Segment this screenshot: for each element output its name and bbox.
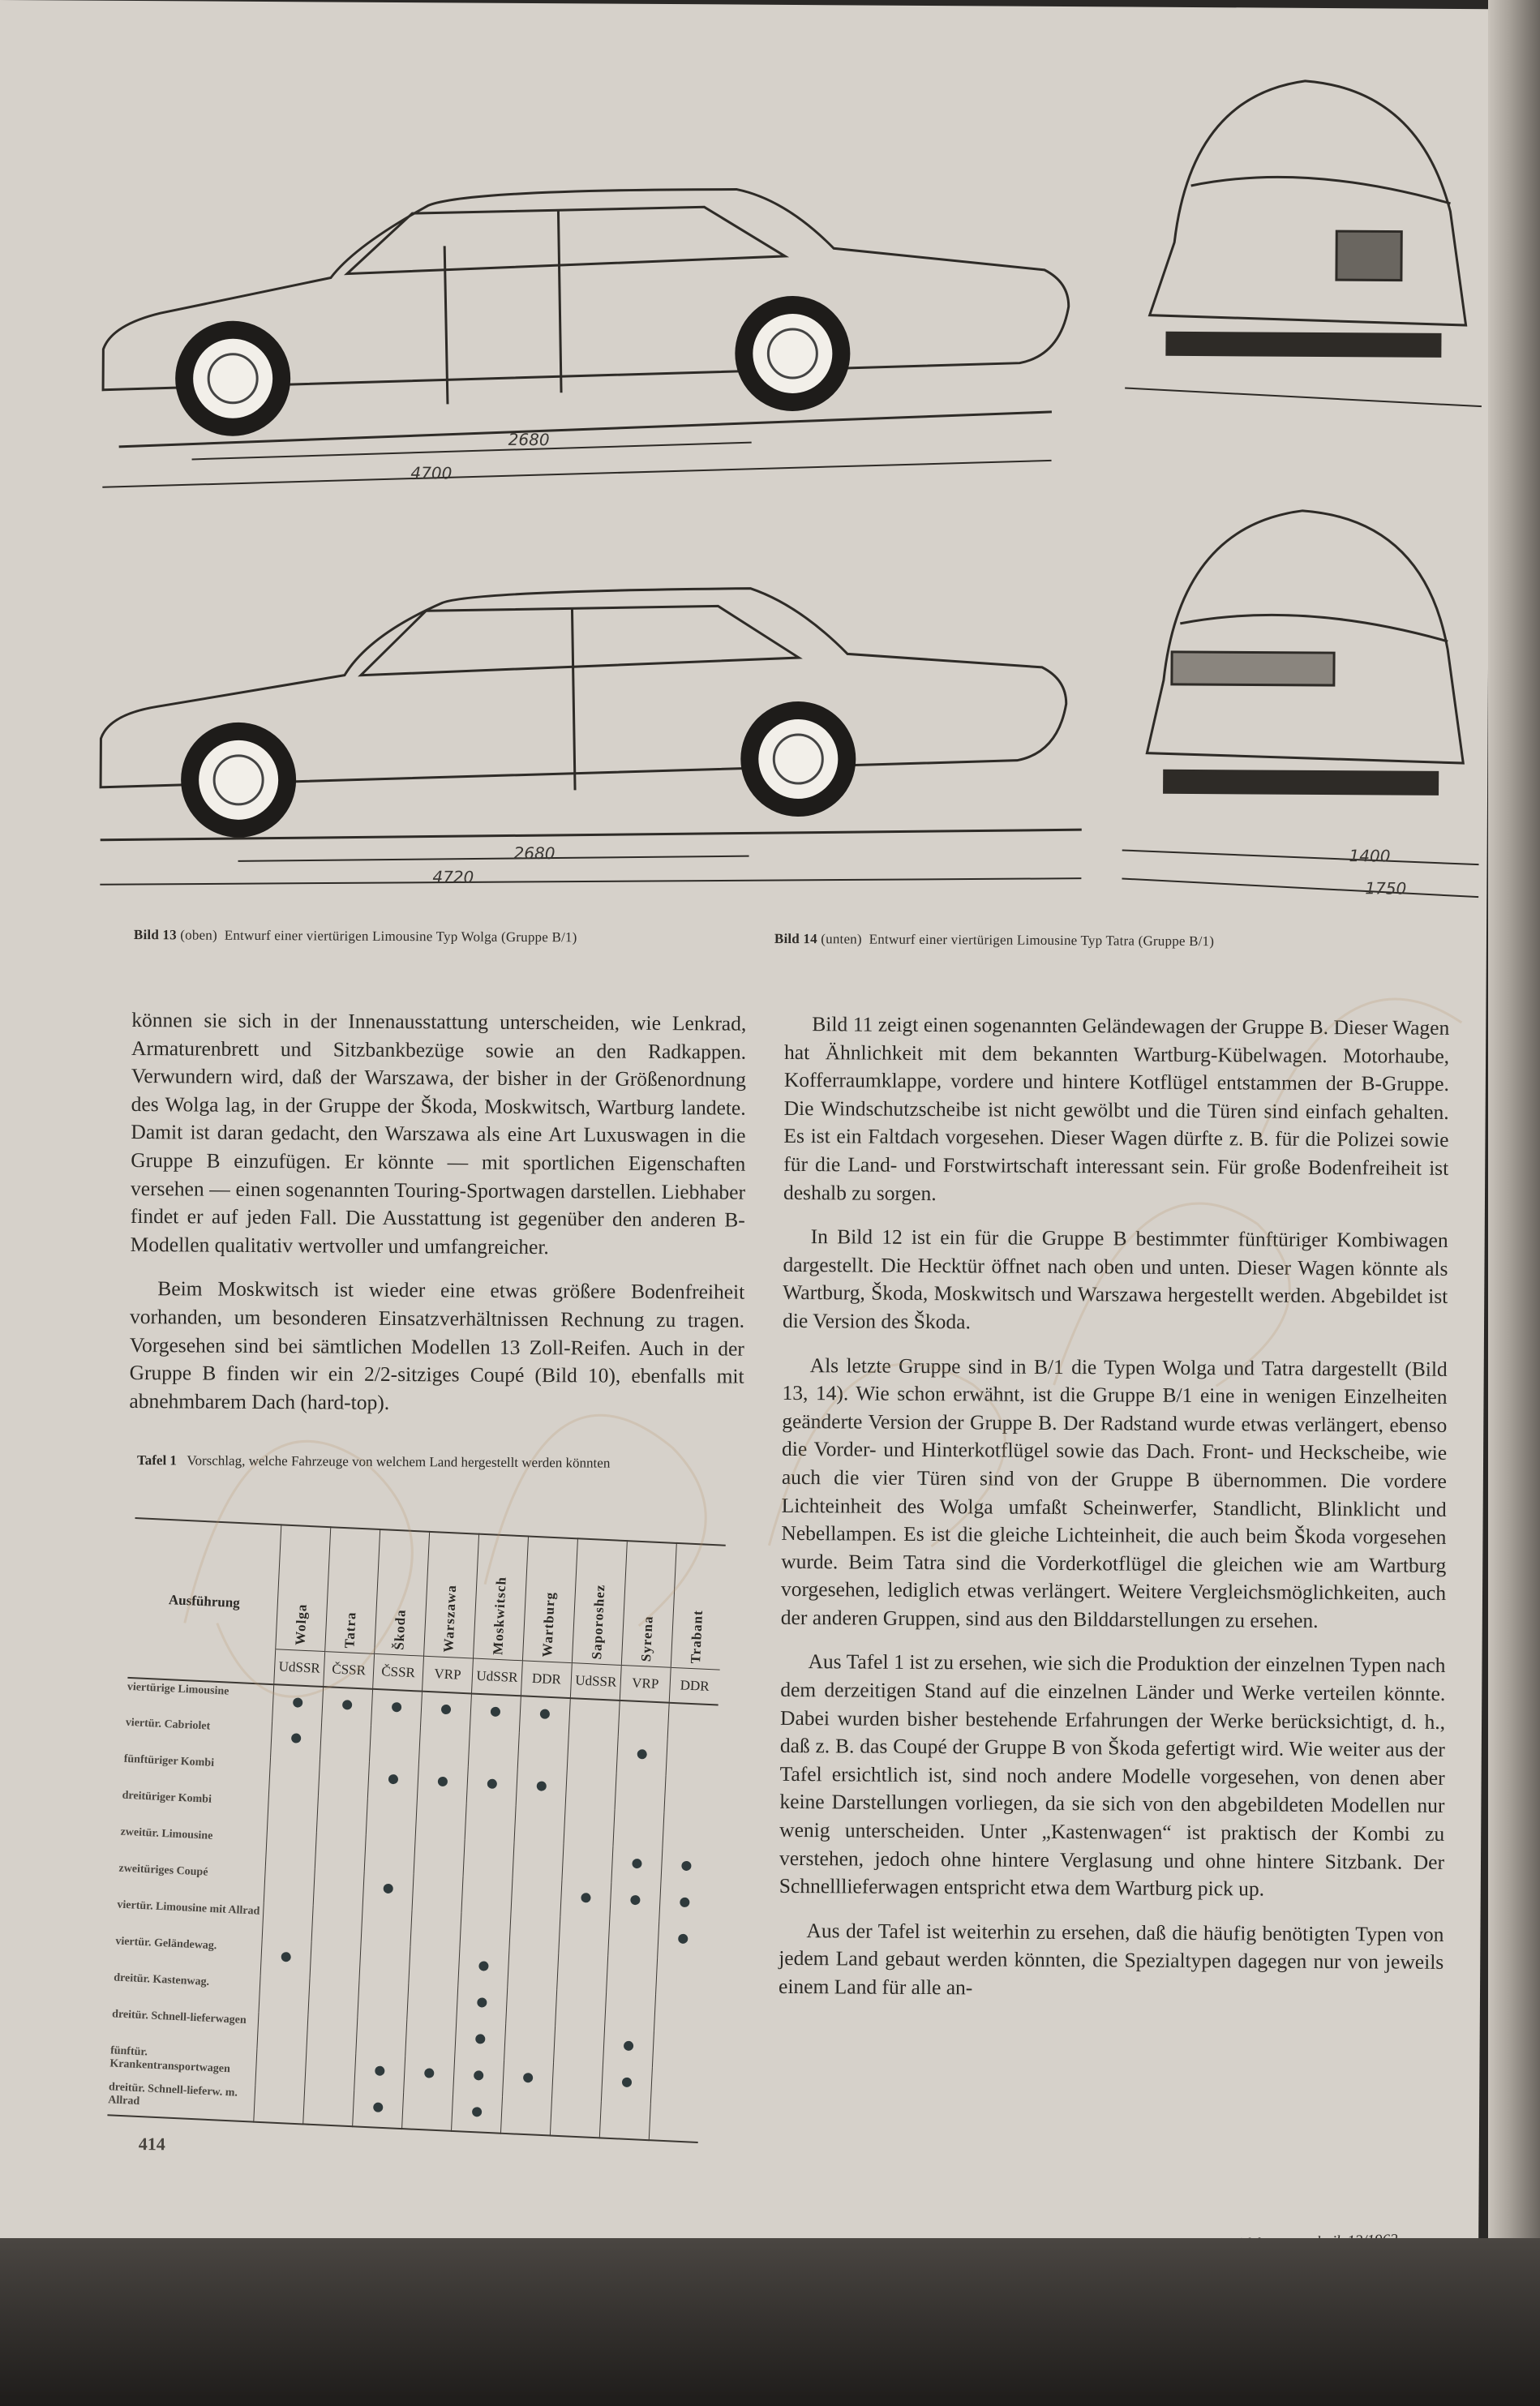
table-cell — [659, 1885, 710, 1924]
right-paragraph-2: In Bild 12 ist ein für die Gruppe B bestimmter fünftüriger Kombiwagen dargestellt. Die Hecktür öffnet nach oben und unten. Dieser Wagen könnte als Wartburg, Škoda, Moskwitsch und Warszawa hergestellt werden. Abgebildet ist die Version des Škoda. — [782, 1224, 1448, 1334]
page-number: 414 — [138, 2134, 165, 2155]
row-label: zweitür. Limousine — [120, 1825, 213, 1842]
table-cell — [315, 1833, 366, 1872]
table-cell — [511, 1878, 562, 1917]
table-cell — [265, 1830, 316, 1869]
row-label: viertür. Cabriolet — [125, 1716, 211, 1733]
table-cell — [303, 2087, 354, 2126]
row-label: fünftüriger Kombi — [123, 1752, 215, 1769]
column-header-make: Moskwitsch — [473, 1534, 528, 1661]
table-cell — [457, 1985, 508, 2024]
dot-marker-icon — [680, 1898, 690, 1908]
column-header-make: Wartburg — [522, 1536, 577, 1662]
column-header-country: ČSSR — [324, 1651, 375, 1689]
dot-marker-icon — [630, 1895, 641, 1906]
table-cell — [272, 1684, 324, 1723]
table-cell — [652, 2031, 703, 2069]
dot-marker-icon — [622, 2078, 633, 2088]
row-label: dreitür. Kastenwag. — [113, 1971, 210, 1988]
table-cell — [601, 2065, 652, 2104]
table-cell — [356, 2017, 407, 2056]
table-cell — [461, 1876, 513, 1915]
table-cell — [607, 1956, 658, 1995]
table-cell — [259, 1976, 310, 2015]
table-cell — [415, 1801, 466, 1840]
table-cell — [514, 1805, 565, 1844]
dot-marker-icon — [424, 2068, 435, 2078]
dot-marker-icon — [392, 1701, 402, 1712]
table-cell — [313, 1869, 364, 1908]
table-cell — [404, 2056, 455, 2095]
table-cell — [503, 2061, 554, 2099]
table-cell — [264, 1867, 315, 1906]
table-cell — [418, 1728, 470, 1767]
table-cell — [405, 2019, 457, 2058]
table-cell — [504, 2024, 556, 2063]
table-cell — [567, 1735, 618, 1773]
column-header-make: Saporoshez — [572, 1538, 627, 1665]
table-cell — [354, 2053, 405, 2092]
tatra-side-view-drawing — [84, 512, 1092, 899]
dot-marker-icon — [388, 1774, 399, 1785]
row-label: dreitüriger Kombi — [122, 1789, 212, 1806]
table-cell — [305, 2052, 356, 2091]
table-cell — [322, 1687, 373, 1726]
right-paragraph-4: Aus Tafel 1 ist zu ersehen, wie sich die Produktion der einzelnen Typen nach dem derzeitigen Stand auf die einzelnen Länder und Werke verteilen könnte. Dabei wurden bisher bestehende Erfahrungen der Werke berücksichtigt, d. h., daß z. B. das Coupé der Gruppe B von Škoda gefertigt wird. Wie weiter aus der Tafel ersichtlich ist, sind noch andere Modelle vorgesehen, von denen aber keine Darstellungen vorliegen, da sie sich von den abgebildeten Modellen nur wenig unterscheiden. Unter „Kastenwagen“ ist praktisch der Kombi zu verstehen, jedoch ohne hintere Verglasung und ohne hintere Sitzbank. Der Schnelllieferwagen entspricht etwa dem Wartburg pick up. — [779, 1649, 1446, 1901]
figure-13-position: (oben) — [180, 927, 217, 943]
table-cell — [407, 1983, 458, 2022]
dot-marker-icon — [375, 2065, 385, 2076]
table-cell — [268, 1757, 320, 1796]
dot-marker-icon — [537, 1781, 547, 1791]
table-cell — [554, 2026, 605, 2065]
table-cell — [262, 1903, 313, 1942]
svg-text:1400: 1400 — [1349, 846, 1391, 866]
table-cell — [417, 1765, 468, 1803]
column-header-make: Tatra — [325, 1527, 380, 1653]
table-cell — [466, 1766, 517, 1805]
table-cell — [663, 1812, 714, 1851]
dot-marker-icon — [438, 1777, 448, 1787]
dot-marker-icon — [491, 1706, 501, 1717]
left-paragraph-2: Beim Moskwitsch ist wieder eine etwas größere Bodenfreiheit vorhanden, um besonderen Einsatzverhältnissen Rechnung zu tragen. Vorgesehen sind bei sämtlichen Modellen 13 Zoll-Reifen. Auch in der Gruppe B finden wir ein 2/2-sitziges Coupé (Bild 10), ebenfalls mit abnehmbarem Dach (hard-top). — [129, 1276, 745, 1414]
table-cell — [414, 1837, 465, 1876]
table-cell — [470, 1693, 521, 1732]
table-cell — [509, 1915, 560, 1954]
table-cell — [654, 1994, 705, 2033]
table-cell — [599, 2101, 650, 2140]
table-cell — [455, 2022, 506, 2061]
table-cell — [359, 1944, 410, 1983]
column-header-country: UdSSR — [570, 1662, 621, 1700]
column-header-make: Wolga — [276, 1525, 331, 1651]
table-cell — [271, 1721, 322, 1760]
table-cell — [550, 2099, 601, 2138]
row-label: viertür. Limousine mit Allrad — [117, 1898, 260, 1918]
column-header-make: Škoda — [375, 1529, 430, 1656]
wolga-front-view-drawing — [1125, 63, 1484, 422]
figure-14-position: (unten) — [821, 931, 862, 947]
table-cell — [603, 2028, 654, 2067]
table-cell — [318, 1760, 369, 1799]
table-cell — [369, 1726, 420, 1765]
column-header-country: UdSSR — [274, 1649, 325, 1687]
table-cell — [666, 1739, 717, 1778]
figure-14-text: Entwurf einer viertürigen Limousine Typ Tatra (Gruppe B/1) — [869, 931, 1215, 950]
table-cell — [551, 2063, 603, 2102]
column-header-make: Syrena — [621, 1541, 676, 1667]
table-cell — [311, 1906, 362, 1945]
table-cell — [564, 1808, 615, 1846]
table-cell — [463, 1839, 514, 1878]
column-header-make: Warszawa — [424, 1532, 479, 1658]
figure-13-label: Bild 13 — [133, 927, 177, 943]
right-column — [779, 1010, 1450, 2022]
table-cell — [308, 1979, 359, 2018]
dot-marker-icon — [487, 1778, 498, 1789]
row-label: fünftür. Krankentransportwagen — [109, 2044, 231, 2076]
table-cell — [517, 1732, 568, 1771]
column-header-country: VRP — [423, 1656, 474, 1694]
table-cell — [358, 1980, 409, 2019]
table-cell — [367, 1762, 418, 1801]
table-cell — [611, 1846, 663, 1885]
right-paragraph-1: Bild 11 zeigt einen sogenannten Geländewagen der Gruppe B. Dieser Wagen hat Ähnlichkeit mit dem bekannten Wartburg-Kübelwagen. Motorhaube, Kofferraumklappe, vordere und hintere Kotflügel entstammen der B-Gruppe. Die Windschutzscheibe ist nicht gewölbt und die Türen sind einfach gehalten. Es ist ein Faltdach vorgesehen. Dieser Wagen dürfte z. B. für die Polizei sowie für die Land- und Forstwirtschaft interessant sein. Für große Bodenfreiheit ist deshalb zu sorgen. — [783, 1012, 1450, 1205]
table-cell — [618, 1700, 669, 1739]
figure-14-label: Bild 14 — [774, 930, 817, 947]
dot-marker-icon — [474, 2070, 484, 2081]
table-cell — [409, 1946, 460, 1985]
table-cell — [616, 1737, 667, 1776]
svg-text:4720: 4720 — [432, 867, 474, 887]
row-label: zweitüriges Coupé — [118, 1862, 208, 1879]
dot-marker-icon — [632, 1859, 642, 1869]
right-paragraph-3: Als letzte Gruppe sind in B/1 die Typen Wolga und Tatra dargestellt (Bild 13, 14). Wie schon erwähnt, ist die Gruppe B/1 eine in wenigen Einzelheiten geänderte Version der Gruppe B. Der Radstand wurde etwas verlängert, ebenso die Vorder- und Hinterkotflügel sowie das Dach. Front- und Heckscheibe, wie auch die vier Türen sind von der Gruppe B übernommen. Die vordere Lichteinheit des Wolga umfaßt Scheinwerfer, Standlicht, Blinklicht und Nebellampen. Es ist die gleiche Lichteinheit, die auch beim Škoda vorgesehen wurde. Beim Tatra sind die Vorderkotflügel die gleichen wie am Wartburg vorgesehen, lediglich etwas verlängert. Weitere Vergleichsmöglichkeiten, auch der anderen Gruppen, sind aus den Bilddarstellungen zu ersehen. — [780, 1353, 1448, 1632]
production-table — [106, 1517, 735, 2177]
dot-marker-icon — [441, 1704, 452, 1714]
table-cell — [658, 1921, 709, 1960]
table-cell — [559, 1917, 610, 1956]
table-cell — [516, 1769, 567, 1808]
table-cell — [468, 1730, 519, 1769]
tatra-front-view-drawing — [1122, 493, 1481, 917]
table-cell — [412, 1873, 463, 1912]
table-cell — [402, 2092, 453, 2131]
column-header-country: DDR — [669, 1667, 719, 1705]
svg-text:4700: 4700 — [410, 463, 453, 483]
table-cell — [513, 1842, 564, 1881]
table-cell — [453, 2058, 504, 2097]
table-cell — [465, 1803, 516, 1842]
table-cell — [656, 1958, 707, 1996]
figure-14-caption — [774, 931, 1214, 950]
table-cell — [458, 1949, 509, 1988]
dot-marker-icon — [281, 1952, 291, 1962]
table-cell — [410, 1910, 461, 1949]
table-cell — [508, 1951, 559, 1990]
dot-marker-icon — [342, 1700, 353, 1710]
table-cell — [562, 1844, 613, 1883]
table-cell — [257, 2013, 308, 2052]
table-cell — [560, 1881, 611, 1919]
table-cell — [366, 1799, 417, 1838]
row-label: dreitür. Schnell-lieferwagen — [111, 2008, 247, 2027]
table-cell — [460, 1912, 511, 1951]
svg-text:2680: 2680 — [508, 429, 550, 450]
dot-marker-icon — [477, 1997, 487, 2008]
dot-marker-icon — [637, 1749, 647, 1760]
dot-marker-icon — [373, 2102, 384, 2112]
table-caption-text: Vorschlag, welche Fahrzeuge von welchem Land hergestellt werden könnten — [187, 1452, 611, 1471]
row-label: viertürige Limousine — [127, 1680, 229, 1698]
dot-marker-icon — [472, 2107, 483, 2117]
table-cell — [255, 2049, 307, 2088]
table-cell — [361, 1908, 412, 1947]
table-cell — [451, 2095, 502, 2134]
table-cell — [568, 1698, 620, 1737]
table-cell — [320, 1723, 371, 1762]
dot-marker-icon — [678, 1934, 688, 1945]
dot-marker-icon — [383, 1884, 393, 1894]
table-caption — [137, 1452, 721, 1472]
wolga-side-view-drawing — [86, 82, 1094, 510]
column-header-country: UdSSR — [471, 1658, 522, 1696]
table-cell — [316, 1796, 367, 1835]
column-header-country: ČSSR — [373, 1653, 424, 1692]
table-cell — [519, 1696, 570, 1735]
car-side-icon — [86, 82, 1094, 510]
table-cell — [420, 1692, 471, 1731]
table-cell — [362, 1872, 414, 1911]
dot-marker-icon — [523, 2073, 534, 2083]
table-cell — [615, 1773, 666, 1812]
column-header-country: VRP — [620, 1665, 671, 1703]
figure-13-caption — [134, 927, 577, 946]
dot-marker-icon — [624, 2041, 634, 2052]
table-cell — [371, 1689, 423, 1728]
table-cell — [664, 1776, 715, 1815]
background-surface — [0, 2238, 1540, 2406]
table-cell — [649, 2104, 700, 2142]
table-cell — [608, 1919, 659, 1958]
row-header: Ausführung — [168, 1591, 241, 1610]
table-cell — [667, 1703, 719, 1742]
left-paragraph-1: können sie sich in der Innenausstattung unterscheiden, wie Lenkrad, Armaturenbrett und Sitzbankbezüge sowie an den Radkappen. Verwundern wird, daß der Warszawa, der bisher in der Größenordnung des Wolga lag, in der Gruppe der Škoda, Moskwitsch, Wartburg landete. Damit ist daran gedacht, den Warszawa als eine Art Luxuswagen in die Gruppe B einzufügen. Er könnte — mit sportlichen Eigenschaften versehen — einen sogenannten Touring-Sportwagen darstellen. Liebhaber findet er auf jeden Fall. Die Ausstattung ist gegenüber den anderen B-Modellen qualitativ wertvoller und umfangreicher. — [130, 1008, 747, 1259]
table-cell — [260, 1940, 311, 1979]
table-cell — [353, 2090, 404, 2129]
row-label: viertür. Geländewag. — [115, 1935, 217, 1953]
dot-marker-icon — [475, 2034, 486, 2044]
figure-13-text: Entwurf einer viertürigen Limousine Typ Wolga (Gruppe B/1) — [224, 927, 577, 946]
table-cell — [500, 2097, 551, 2136]
dot-marker-icon — [681, 1861, 692, 1872]
table-cell — [610, 1883, 661, 1922]
dot-marker-icon — [540, 1709, 551, 1719]
column-header-country: DDR — [521, 1660, 572, 1698]
table-cell — [506, 1988, 557, 2026]
right-paragraph-5: Aus der Tafel ist weiterhin zu ersehen, daß die häufig benötigten Typen von jedem Land gebaut werden könnten, die Spezialtypen dagegen nur von jeweils einem Land für alle an- — [778, 1918, 1444, 2000]
table-cell — [661, 1849, 712, 1888]
left-column — [129, 1006, 746, 1435]
dot-marker-icon — [478, 1961, 489, 1971]
table-cell — [650, 2067, 701, 2106]
table-cell — [556, 1990, 607, 2029]
svg-text:1750: 1750 — [1365, 878, 1407, 898]
table-cell — [605, 1992, 656, 2031]
svg-text:2680: 2680 — [513, 843, 556, 864]
table-body — [107, 1678, 718, 2142]
table-cell — [364, 1835, 415, 1874]
column-header-make: Trabant — [671, 1543, 726, 1670]
table-cell — [557, 1954, 608, 1992]
table-cell — [613, 1810, 664, 1849]
table-cell — [310, 1942, 361, 1981]
table-cell — [267, 1794, 318, 1833]
table-caption-label: Tafel 1 — [136, 1452, 178, 1469]
dot-marker-icon — [291, 1733, 302, 1743]
table-cell — [565, 1771, 616, 1810]
dot-marker-icon — [581, 1893, 591, 1903]
page-edge — [1488, 0, 1540, 2406]
table-cell — [254, 2086, 305, 2125]
table-cell — [307, 2015, 358, 2054]
row-label: dreitür. Schnell-lieferw. m. Allrad — [107, 2081, 238, 2108]
dot-marker-icon — [293, 1697, 303, 1708]
